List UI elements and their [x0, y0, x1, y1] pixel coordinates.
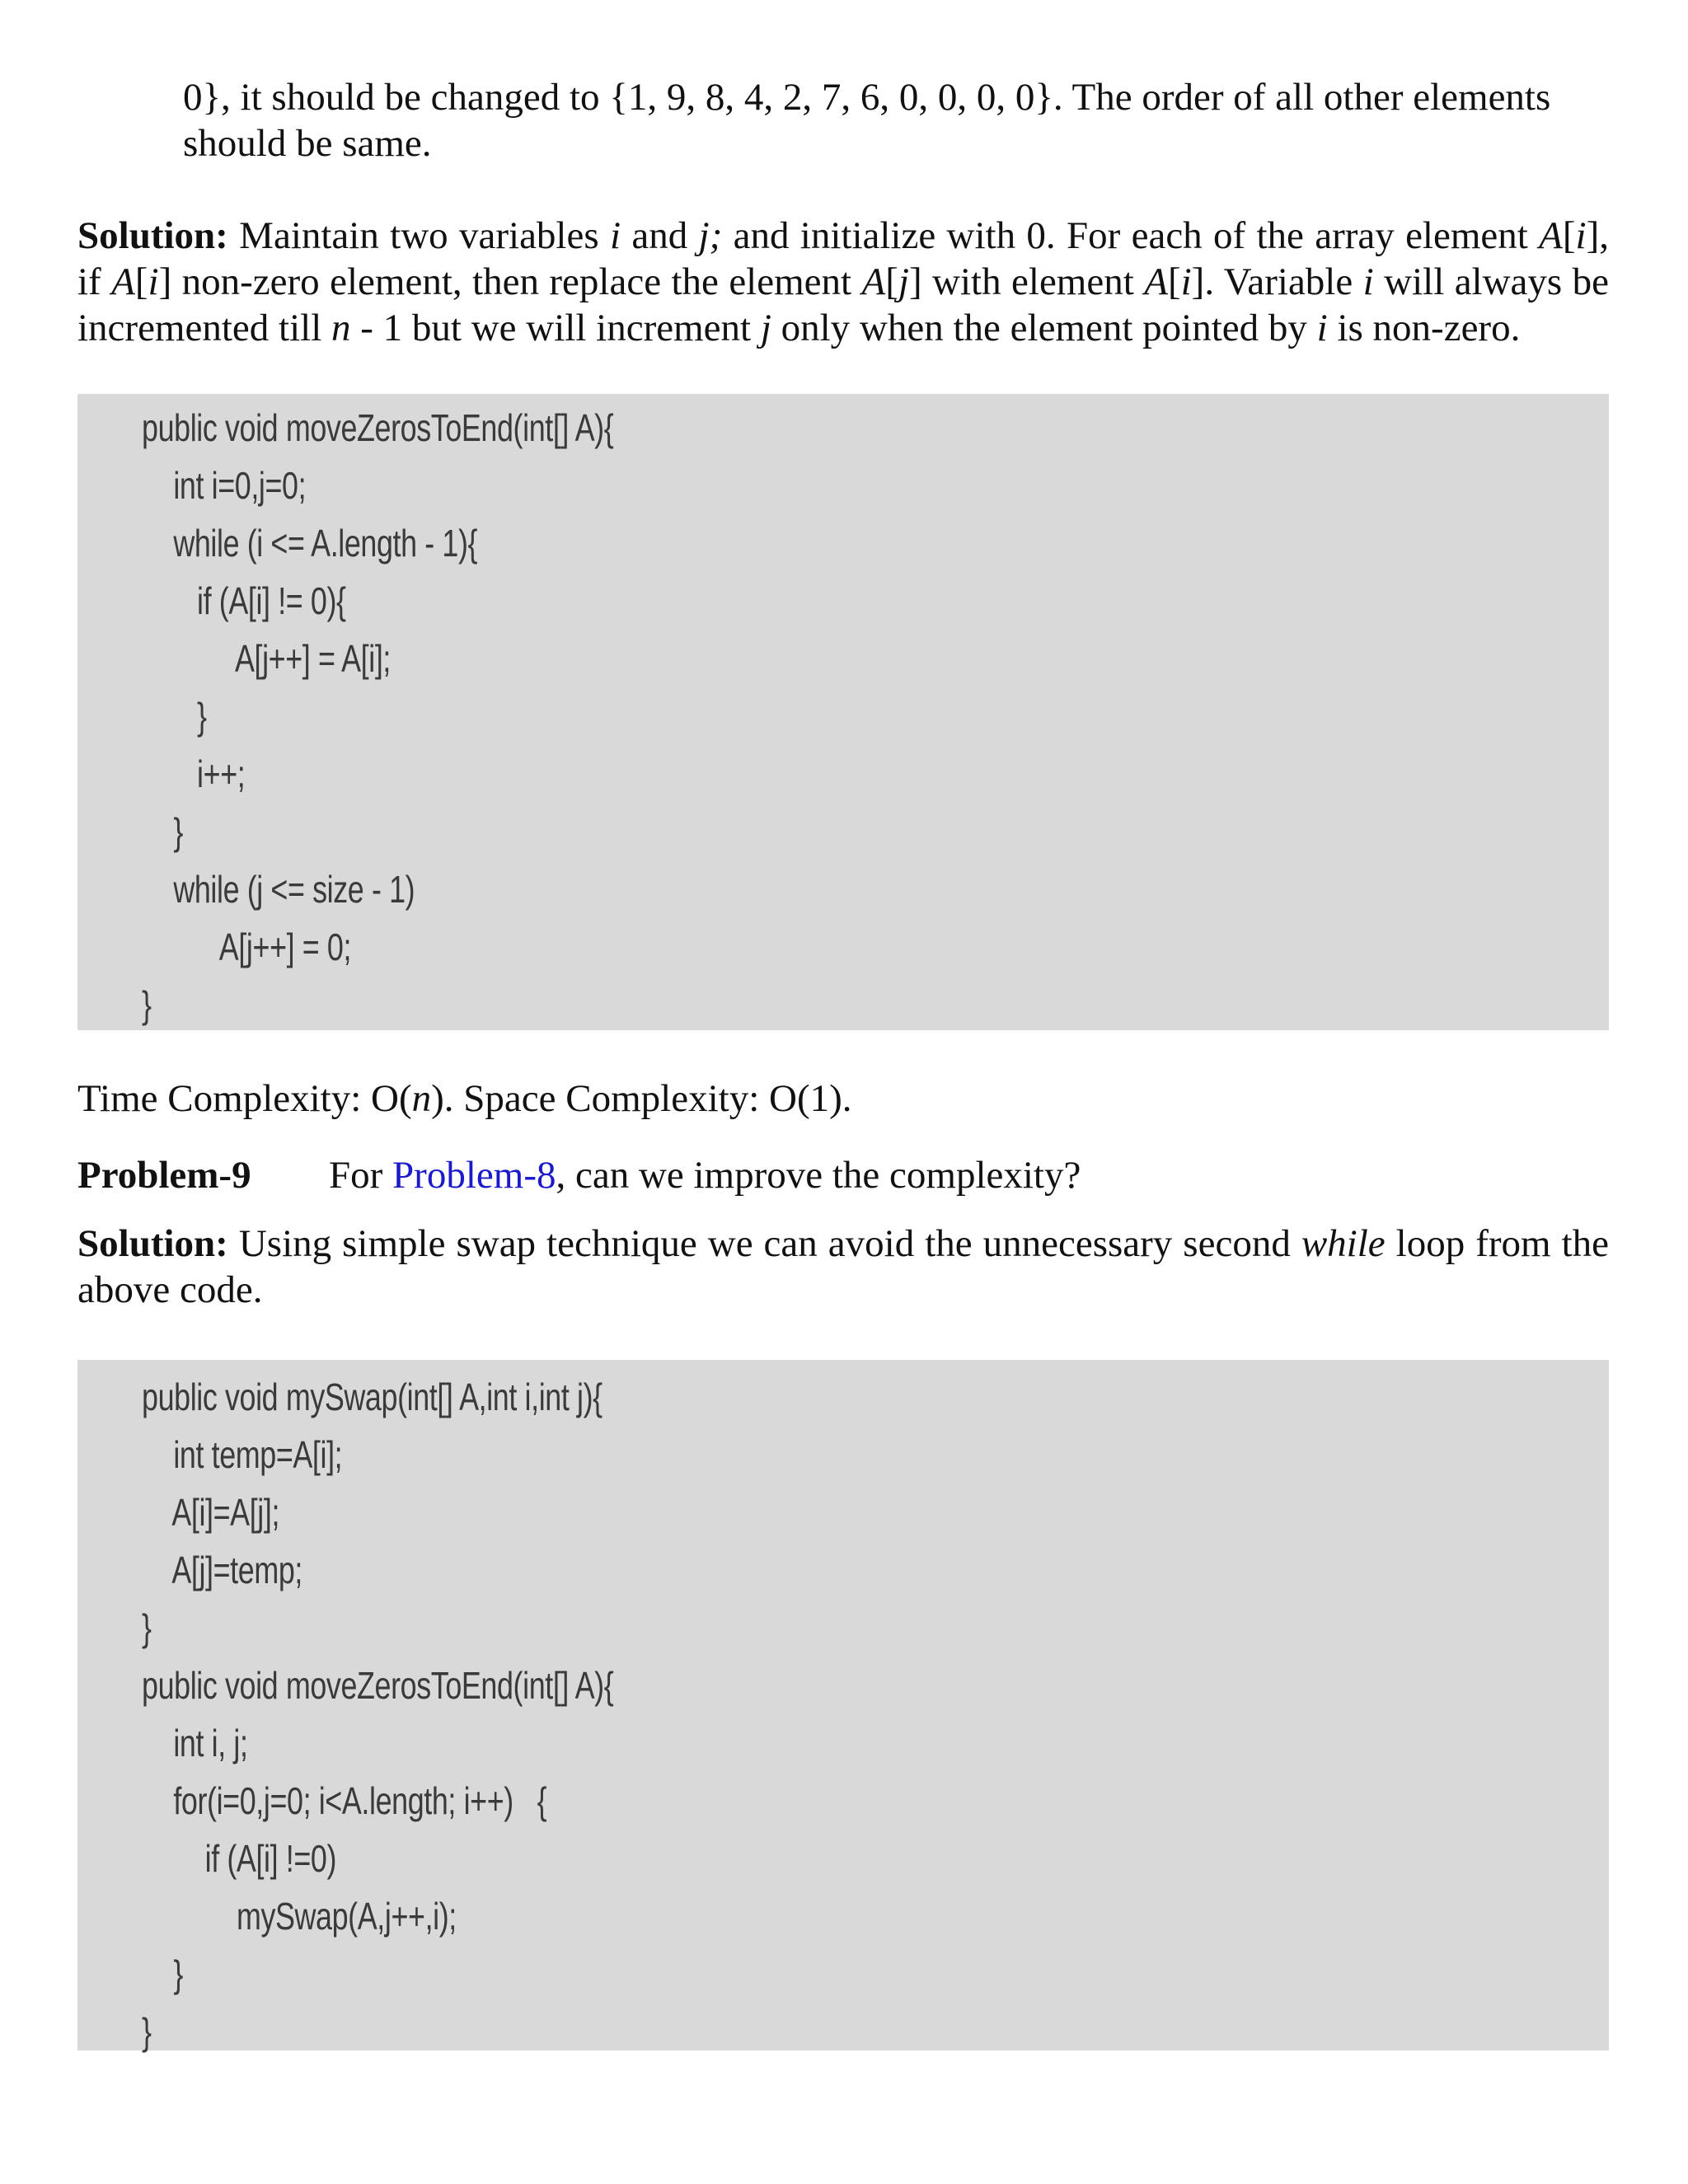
complexity-text: Time Complexity: O( [77, 1077, 412, 1120]
solution-text: with element [921, 260, 1145, 303]
code-listing-2: public void mySwap(int[] A,int i,int j){ int temp=A[i]; A[i]=A[j]; A[j]=temp; } public void moveZerosToEnd(int[] A){ int i, j; for(i=0,j=0; i<A.length; i++) { if (A[i] !=0) mySwap(A,j++,i); } } [142, 1376, 614, 2053]
bracket: [ [885, 260, 898, 303]
var-j: j; [698, 214, 723, 257]
solution-text: . Variable [1204, 260, 1363, 303]
problem-label: Problem-9 [77, 1154, 251, 1197]
bracket: ] [158, 260, 172, 303]
solution-text: will always be incremented till [77, 260, 1609, 349]
solution-label: Solution: [77, 214, 228, 257]
problem-text: , can we improve the complexity? [556, 1154, 1081, 1197]
solution-text: is non-zero. [1327, 307, 1521, 349]
var-n: n [331, 307, 351, 349]
solution-text: and initialize with 0. For each of the array element [722, 214, 1540, 257]
var-i: i [1180, 260, 1192, 303]
solution-text: non-zero element, then replace the element [171, 260, 862, 303]
var-j: j [898, 260, 909, 303]
solution-text: Maintain two variables [227, 214, 610, 257]
bracket: ], [1586, 214, 1609, 257]
var-i: i [1575, 214, 1587, 257]
solution-text: - 1 but we will increment [350, 307, 761, 349]
solution-text: Using simple swap technique we can avoid the unnecessary second [227, 1222, 1301, 1265]
code-block-swap [77, 1360, 1609, 2053]
var-A: A [1539, 214, 1563, 257]
solution-text: loop from the above code. [77, 1222, 1609, 1311]
var-i: i [148, 260, 159, 303]
var-n: n [411, 1077, 432, 1120]
var-i: i [609, 214, 621, 257]
solution-paragraph-1 [77, 213, 1609, 351]
code-block-move-zeros [77, 394, 1609, 1030]
var-i: i [1362, 260, 1374, 303]
solution-text: and [621, 214, 699, 257]
bracket: [ [134, 260, 148, 303]
intro-paragraph [183, 74, 1609, 166]
bracket: [ [1167, 260, 1181, 303]
solution-text: if [77, 260, 112, 303]
intro-line-2: should be same. [183, 122, 432, 165]
problem-9 [77, 1152, 1609, 1198]
problem-text: For [329, 1154, 393, 1197]
var-i: i [1316, 307, 1328, 349]
solution-text: only when the element pointed by [771, 307, 1317, 349]
var-A: A [861, 260, 886, 303]
bracket: ] [1191, 260, 1205, 303]
bracket: ] [908, 260, 922, 303]
keyword-while: while [1301, 1222, 1386, 1265]
var-A: A [111, 260, 135, 303]
problem-8-link[interactable]: Problem-8 [392, 1154, 556, 1197]
code-listing-1: public void moveZerosToEnd(int[] A){ int i=0,j=0; while (i <= A.length - 1){ if (A[i] != 0){ A[j++] = A[i]; } i++; } while (j <= size - 1) A[j++] = 0; } [142, 406, 614, 1026]
bracket: [ [1562, 214, 1576, 257]
intro-line-1: 0}, it should be changed to {1, 9, 8, 4, 2, 7, 6, 0, 0, 0, 0}. The order of all other elements [183, 76, 1551, 119]
complexity-text: ). Space Complexity: O(1). [431, 1077, 852, 1120]
solution-label: Solution: [77, 1222, 228, 1265]
solution-paragraph-2 [77, 1221, 1609, 1313]
complexity-line [77, 1076, 852, 1122]
var-j: j [760, 307, 771, 349]
var-A: A [1144, 260, 1168, 303]
